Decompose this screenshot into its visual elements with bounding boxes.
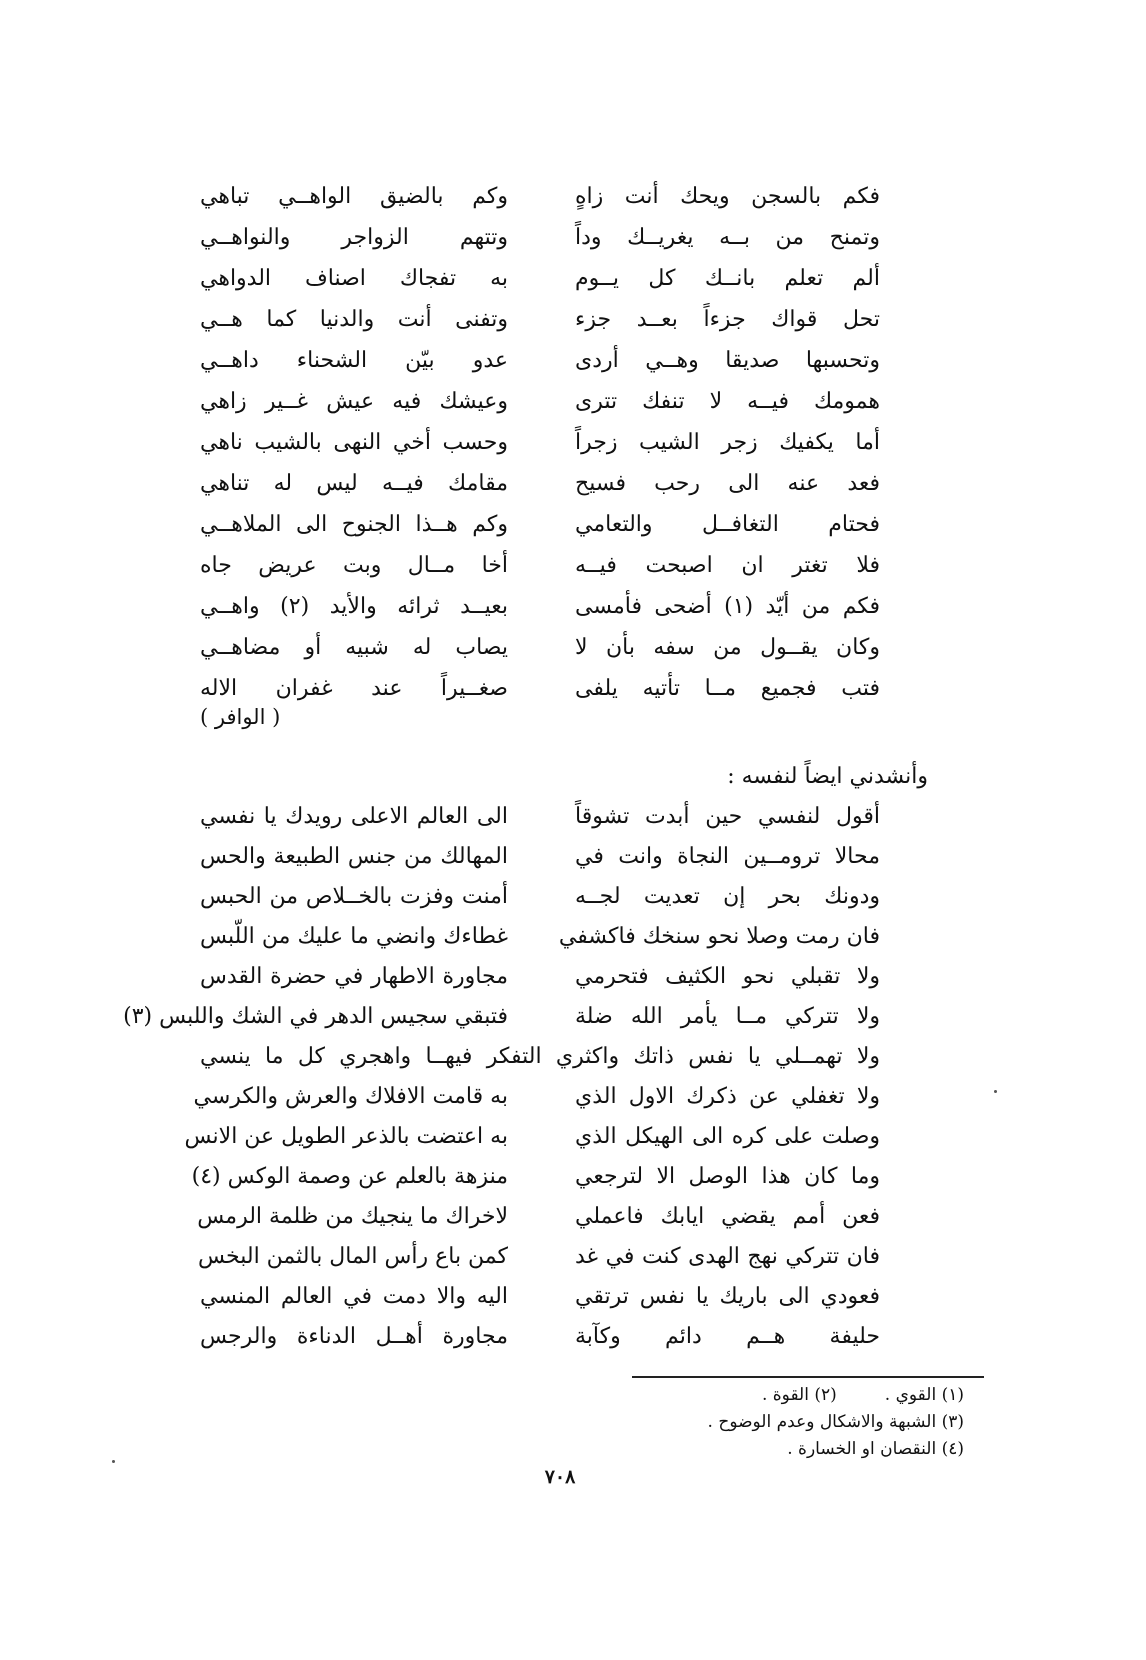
verse-row [200,840,880,880]
poem-meter-label: ( الوافر ) [200,705,281,729]
verse-row [200,800,880,840]
second-hemistich: به قامت الافلاك والعرش والكرسي [193,1084,508,1109]
verse-row [200,262,880,303]
second-hemistich: صغــيراً عند غفران الاله [200,676,508,701]
verse-row [200,221,880,262]
poem-one [200,180,880,713]
first-hemistich: فان تتركي نهج الهدى كنت في غد [575,1244,880,1269]
footnote-1: (١) القوي . [884,1385,964,1405]
poem-two [123,800,880,1360]
first-hemistich: همومك فيــه لا تنفك تترى [575,389,880,414]
second-hemistich: وعيشك فيه عيش غــير زاهي [200,389,508,414]
first-hemistich: وصلت على كره الى الهيكل الذي [575,1124,880,1149]
second-hemistich: وحسب أخي النهى بالشيب ناهي [200,430,508,455]
second-hemistich: اليه والا دمت في العالم المنسي [200,1284,508,1309]
second-hemistich: به اعتضت بالذعر الطويل عن الانس [184,1124,508,1149]
verse-row [200,303,880,344]
second-hemistich: منزهة بالعلم عن وصمة الوكس (٤) [191,1164,508,1189]
second-hemistich: المهالك من جنس الطبيعة والحس [200,844,508,869]
footnote-3: (٣) الشبهة والاشكال وعدم الوضوح . [707,1412,964,1432]
first-hemistich: ألم تعلم بانــك كل يــوم [575,266,880,291]
second-hemistich: وتتهم الزواجر والنواهــي [200,225,508,250]
verse-row [200,385,880,426]
first-hemistich: فكم من أيّد (١) أضحى فأمسى [575,594,880,619]
second-hemistich: كمن باع رأس المال بالثمن البخس [197,1244,508,1269]
verse-row [200,180,880,221]
first-hemistich: ودونك بحر إن تعديت لجــه [575,884,880,909]
second-hemistich: مجاورة أهــل الدناءة والرجس [200,1324,508,1349]
first-hemistich: تحل قواك جزءاً بعــد جزء [575,307,880,332]
page-number: ٧٠٨ [544,1466,576,1488]
second-hemistich: لاخراك ما ينجيك من ظلمة الرمس [197,1204,508,1229]
verse-row [200,344,880,385]
scan-speck [994,1090,997,1093]
footnotes [708,1382,964,1463]
second-hemistich: فتبقي سجيس الدهر في الشك واللبس (٣) [123,1004,508,1029]
verse-row [200,631,880,672]
verse-row [123,1000,880,1040]
first-hemistich: محالا ترومــين النجاة وانت في [575,844,880,869]
verse-row [200,467,880,508]
second-hemistich: مقامك فيــه ليس له تناهي [200,471,508,496]
section-intro: وأنشدني ايضاً لنفسه : [727,764,928,789]
second-hemistich: يصاب له شبيه أو مضاهــي [200,635,508,660]
second-hemistich: مجاورة الاطهار في حضرة القدس [200,964,508,989]
second-hemistich: بعيــد ثرائه والأيد (٢) واهــي [200,594,508,619]
second-hemistich: أخا مــال وبت عريض جاه [200,553,508,578]
first-hemistich: ولا تغفلي عن ذكرك الاول الذي [575,1084,880,1109]
verse-row [197,1200,880,1240]
verse-row [200,880,880,920]
verse-row [200,549,880,590]
first-hemistich: فحتام التغافــل والتعامي [575,512,880,537]
first-hemistich: فتب فجميع مــا تأتيه يلفى [575,676,880,701]
verse-row [197,1240,880,1280]
second-hemistich: غطاءك وانضي ما عليك من اللّبس [200,924,508,949]
first-hemistich: ولا تتركي مــا يأمر الله ضلة [575,1004,880,1029]
verse-row [184,1120,880,1160]
second-hemistich: أمنت وفزت بالخــلاص من الحبس [200,884,508,909]
verse-row [200,426,880,467]
verse-row [193,1080,880,1120]
verse-row [200,1280,880,1320]
second-hemistich: به تفجاك اصناف الدواهي [200,266,508,291]
second-hemistich: الى العالم الاعلى رويدك يا نفسي [200,804,508,829]
second-hemistich: وتفنى أنت والدنيا كما هــي [200,307,508,332]
verse-row [200,1320,880,1360]
scan-speck [112,1460,115,1463]
first-hemistich: حليفة هــم دائم وكآبة [575,1324,880,1349]
first-hemistich: وما كان هذا الوصل الا لترجعي [575,1164,880,1189]
second-hemistich: عدو بيّن الشحناء داهــي [200,348,508,373]
second-hemistich: وكم هــذا الجنوح الى الملاهــي [200,512,508,537]
verse-row [200,508,880,549]
first-hemistich: فعن أمم يقضي ايابك فاعملي [575,1204,880,1229]
first-hemistich: فان رمت وصلا نحو سنخك فاكشفي [558,924,880,949]
first-hemistich: وتحسبها صديقا وهــي أردى [575,348,880,373]
footnote-2: (٢) القوة . [761,1385,837,1405]
verse-row [200,920,880,960]
first-hemistich: فلا تغتر ان اصبحت فيــه [575,553,880,578]
verse-row [200,590,880,631]
first-hemistich: فعد عنه الى رحب فسيح [575,471,880,496]
first-hemistich: فعودي الى باريك يا نفس ترتقي [575,1284,880,1309]
footnote-4: (٤) النقصان او الخسارة . [787,1439,964,1459]
first-hemistich: فكم بالسجن ويحك أنت زاهٍ [575,184,880,209]
footnote-line [708,1382,964,1409]
footnote-divider [632,1376,984,1378]
verse-row [191,1160,880,1200]
first-hemistich: أقول لنفسي حين أبدت تشوقاً [575,804,880,829]
full-verse: ولا تهمــلي يا نفس ذاتك واكثري التفكر فيهــا واهجري كل ما ينسي [200,1044,880,1069]
first-hemistich: ولا تقبلي نحو الكثيف فتحرمي [575,964,880,989]
second-hemistich: وكم بالضيق الواهــي تباهي [200,184,508,209]
verse-row [200,960,880,1000]
first-hemistich: وكان يقــول من سفه بأن لا [575,635,880,660]
verse-row-full [200,1040,880,1080]
first-hemistich: وتمنح من بــه يغريــك وداً [575,225,880,250]
first-hemistich: أما يكفيك زجر الشيب زجراً [575,430,880,455]
